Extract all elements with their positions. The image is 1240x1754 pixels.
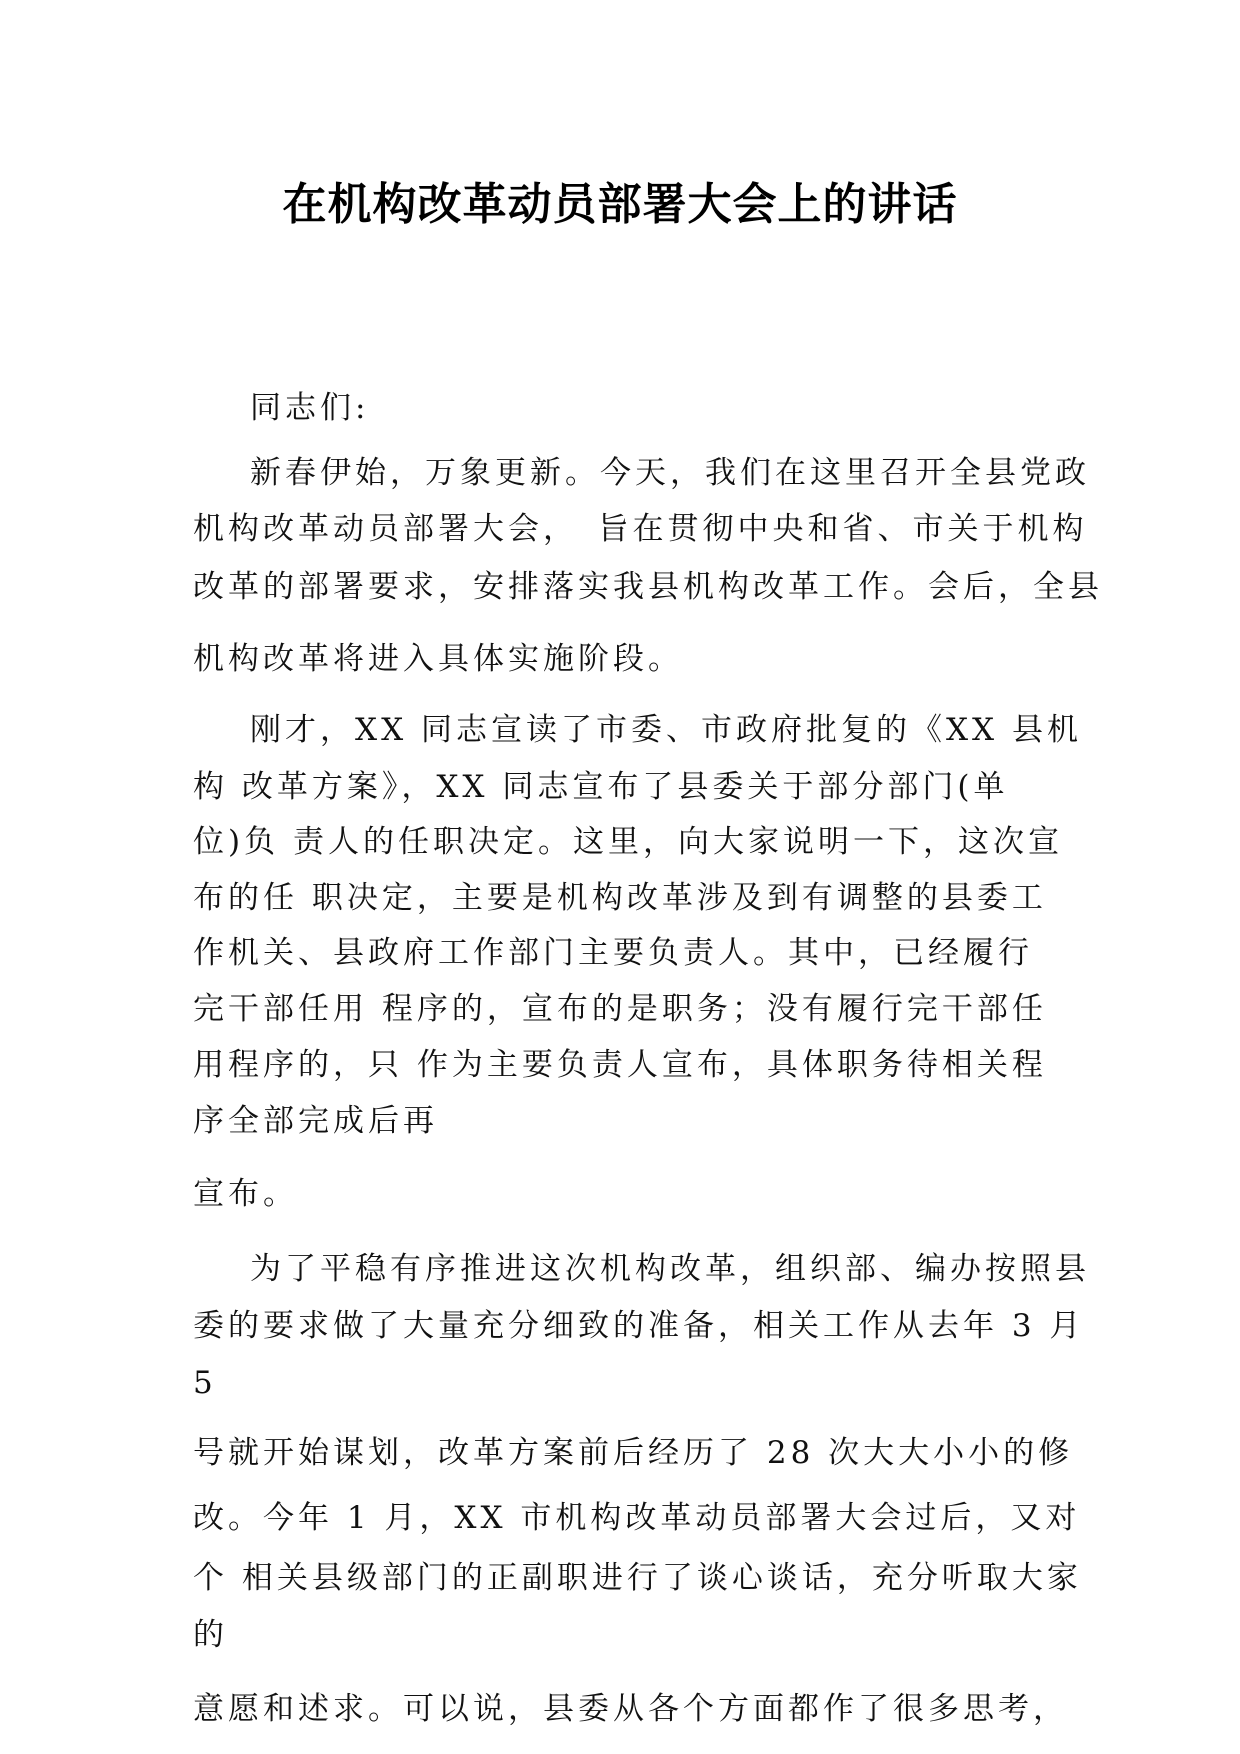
- paragraph-line: 用程序的，只 作为主要负责人宣布，具体职务待相关程: [193, 1047, 1047, 1083]
- greeting-line: 同志们:: [250, 390, 370, 426]
- paragraph-line: 作机关、县政府工作部门主要负责人。其中，已经履行: [193, 935, 1033, 971]
- paragraph-line: 为了平稳有序推进这次机构改革，组织部、编办按照县: [250, 1251, 1090, 1287]
- paragraph-line: 改革的部署要求，安排落实我县机构改革工作。会后，全县: [193, 569, 1103, 605]
- paragraph-line: 位)负 责人的任职决定。这里，向大家说明一下，这次宣: [193, 824, 1063, 860]
- paragraph-line: 个 相关县级部门的正副职进行了谈心谈话，充分听取大家: [193, 1560, 1082, 1596]
- paragraph-line: 序全部完成后再: [193, 1103, 438, 1139]
- paragraph-line: 机构改革将进入具体实施阶段。: [193, 641, 683, 677]
- paragraph-line: 的: [193, 1617, 228, 1653]
- paragraph-line: 构 改革方案》，XX 同志宣布了县委关于部分部门(单: [193, 769, 1009, 805]
- paragraph-line: 布的任 职决定，主要是机构改革涉及到有调整的县委工: [193, 880, 1047, 916]
- paragraph-line: 宣布。: [193, 1176, 298, 1212]
- paragraph-line: 改。今年 1 月，XX 市机构改革动员部署大会过后，又对: [193, 1500, 1081, 1536]
- paragraph-line: 意愿和述求。可以说，县委从各个方面都作了很多思考，: [193, 1691, 1068, 1727]
- paragraph-line: 刚才，XX 同志宣读了市委、市政府批复的《XX 县机: [250, 712, 1082, 748]
- paragraph-line: 号就开始谋划，改革方案前后经历了 28 次大大小小的修: [193, 1435, 1074, 1471]
- paragraph-line: 委的要求做了大量充分细致的准备，相关工作从去年 3 月: [193, 1308, 1085, 1344]
- paragraph-line: 机构改革动员部署大会， 旨在贯彻中央和省、市关于机构: [193, 511, 1088, 547]
- paragraph-line: 5: [193, 1365, 217, 1401]
- paragraph-line: 完干部任用 程序的，宣布的是职务；没有履行完干部任: [193, 991, 1047, 1027]
- document-title: 在机构改革动员部署大会上的讲话: [282, 179, 958, 230]
- paragraph-line: 新春伊始，万象更新。今天，我们在这里召开全县党政: [250, 455, 1090, 491]
